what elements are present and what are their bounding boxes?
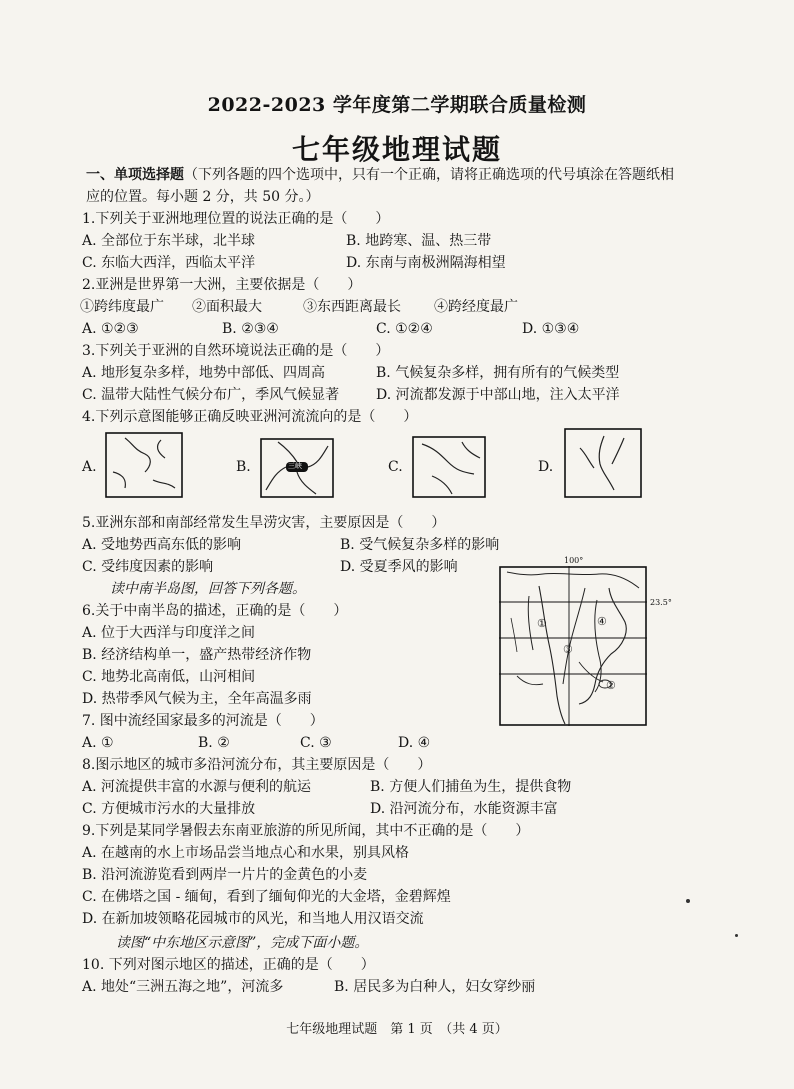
map-marker-2: ② (606, 679, 616, 692)
q7-option-d: D. ④ (398, 735, 431, 751)
q8-option-b: B. 方便人们捕鱼为生，提供食物 (370, 779, 572, 795)
q3-option-d: D. 河流都发源于中部山地，注入太平洋 (376, 387, 620, 403)
map-latitude-label: 23.5° (650, 598, 672, 607)
q7-option-c: C. ③ (300, 735, 332, 751)
q3-option-b: B. 气候复杂多样，拥有所有的气候类型 (376, 365, 620, 381)
q9-option-b: B. 沿河流游览看到两岸一片片的金黄色的小麦 (82, 867, 368, 883)
q9-stem: 9.下列是某同学暑假去东南亚旅游的所见所闻，其中不正确的是（ ） (82, 823, 530, 839)
q7-stem: 7. 图中流经国家最多的河流是（ ） (82, 713, 324, 729)
q6-option-d: D. 热带季风气候为主，全年高温多雨 (82, 691, 312, 707)
map-marker-3: ③ (563, 643, 573, 656)
reading-note-1: 读中南半岛图，回答下列各题。 (110, 581, 306, 597)
q2-option-c: C. ①②④ (376, 321, 433, 337)
q6-option-b: B. 经济结构单一，盛产热带经济作物 (82, 647, 312, 663)
q4-option-a-label: A. (82, 459, 97, 475)
reading-note-2: 读图“中东地区示意图”，完成下面小题。 (116, 935, 369, 951)
q4-diagram-c (412, 436, 486, 498)
q5-stem: 5.亚洲东部和南部经常发生旱涝灾害，主要原因是（ ） (82, 515, 446, 531)
scan-speck (686, 899, 690, 903)
q4-option-b-label: B. (236, 459, 251, 475)
q7-option-a: A. ① (82, 735, 114, 751)
q3-option-a: A. 地形复杂多样，地势中部低、四周高 (82, 365, 326, 381)
q10-option-a: A. 地处“三洲五海之地”，河流多 (82, 979, 284, 995)
q5-option-a: A. 受地势西高东低的影响 (82, 537, 242, 553)
page-footer: 七年级地理试题 第 1 页 （共 4 页） (286, 1022, 508, 1037)
q7-option-b: B. ② (198, 735, 230, 751)
q2-item-3: ③东西距离最长 (303, 299, 401, 315)
exam-title: 2022-2023 学年度第二学期联合质量检测 (207, 94, 587, 116)
q6-option-a: A. 位于大西洋与印度洋之间 (82, 625, 256, 641)
q8-option-c: C. 方便城市污水的大量排放 (82, 801, 256, 817)
map-marker-1: ① (537, 617, 547, 630)
q1-option-b: B. 地跨寒、温、热三带 (346, 233, 492, 249)
q3-stem: 3.下列关于亚洲的自然环境说法正确的是（ ） (82, 343, 390, 359)
q8-option-d: D. 沿河流分布，水能资源丰富 (370, 801, 558, 817)
q1-stem: 1.下列关于亚洲地理位置的说法正确的是（ ） (82, 211, 390, 227)
q4-plateau-label: 三峡 (288, 462, 302, 470)
section-heading: 一、单项选择题 (86, 167, 184, 183)
exam-subtitle: 七年级地理试题 (291, 133, 502, 166)
q1-option-a: A. 全部位于东半球，北半球 (82, 233, 256, 249)
q2-option-b: B. ②③④ (222, 321, 279, 337)
q1-option-c: C. 东临大西洋，西临太平洋 (82, 255, 256, 271)
q4-stem: 4.下列示意图能够正确反映亚洲河流流向的是（ ） (82, 409, 418, 425)
q2-option-a: A. ①②③ (82, 321, 139, 337)
q2-item-4: ④跨经度最广 (434, 299, 518, 315)
q9-option-a: A. 在越南的水上市场品尝当地点心和水果，别具风格 (82, 845, 410, 861)
q2-item-1: ①跨纬度最广 (80, 299, 164, 315)
q10-stem: 10. 下列对图示地区的描述，正确的是（ ） (82, 957, 375, 973)
q5-option-c: C. 受纬度因素的影响 (82, 559, 214, 575)
q4-option-d-label: D. (538, 459, 554, 475)
q9-option-d: D. 在新加坡领略花园城市的风光，和当地人用汉语交流 (82, 911, 424, 927)
map-marker-4: ④ (597, 615, 607, 628)
q3-option-c: C. 温带大陆性气候分布广，季风气候显著 (82, 387, 340, 403)
map-longitude-label: 100° (564, 556, 584, 565)
q1-option-d: D. 东南与南极洲隔海相望 (346, 255, 506, 271)
section-intro (86, 166, 674, 184)
q4-diagram-a (105, 432, 183, 498)
q6-option-c: C. 地势北高南低，山河相间 (82, 669, 256, 685)
q8-stem: 8.图示地区的城市多沿河流分布，其主要原因是（ ） (82, 757, 432, 773)
q6-stem: 6.关于中南半岛的描述，正确的是（ ） (82, 603, 348, 619)
section-intro-line2: 应的位置。每小题 2 分，共 50 分。） (86, 189, 320, 205)
scan-speck (735, 934, 738, 937)
q4-diagram-d (564, 428, 642, 498)
q8-option-a: A. 河流提供丰富的水源与便利的航运 (82, 779, 312, 795)
q2-item-2: ②面积最大 (192, 299, 262, 315)
q10-option-b: B. 居民多为白种人，妇女穿纱丽 (334, 979, 536, 995)
q9-option-c: C. 在佛塔之国 - 缅甸，看到了缅甸仰光的大金塔，金碧辉煌 (82, 889, 451, 905)
q2-option-d: D. ①③④ (522, 321, 580, 337)
indochina-map (499, 566, 647, 726)
section-intro-line1: （下列各题的四个选项中，只有一个正确，请将正确选项的代号填涂在答题纸相 (184, 167, 674, 183)
q5-option-b: B. 受气候复杂多样的影响 (340, 537, 500, 553)
q5-option-d: D. 受夏季风的影响 (340, 559, 458, 575)
q2-stem: 2.亚洲是世界第一大洲，主要依据是（ ） (82, 277, 362, 293)
q4-option-c-label: C. (388, 459, 403, 475)
